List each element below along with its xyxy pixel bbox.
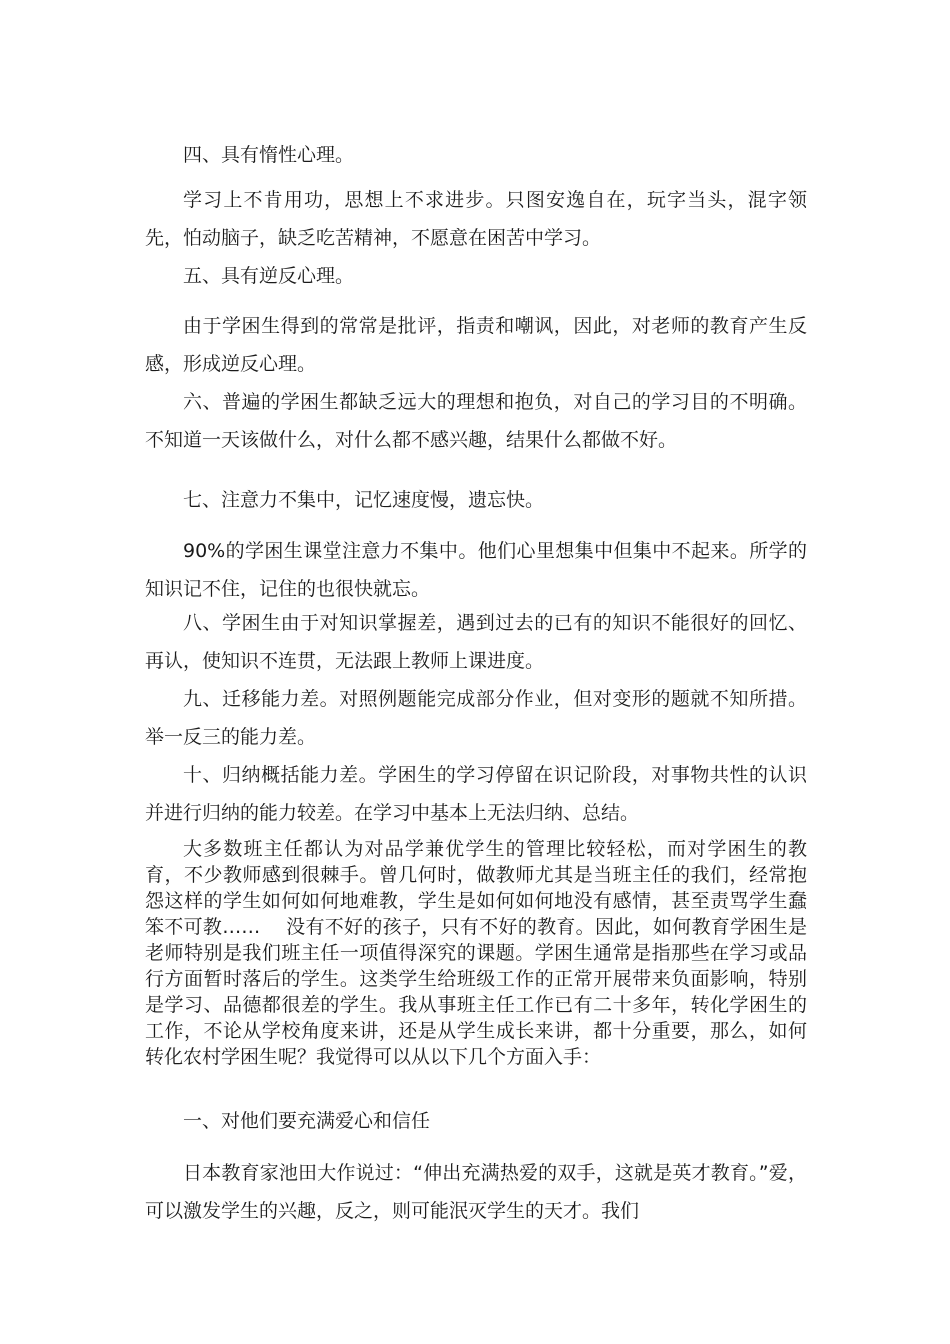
heading-seven: 七、注意力不集中，记忆速度慢，遗忘快。	[183, 489, 545, 511]
heading-five: 五、具有逆反心理。	[183, 265, 355, 287]
paragraph-nine: 九、迁移能力差。对照例题能完成部分作业，但对变形的题就不知所措。举一反三的能力差。	[145, 688, 807, 748]
heading-four: 四、具有惰性心理。	[183, 144, 355, 166]
paragraph-ikeda: 日本教育家池田大作说过：“伸出充满热爱的双手，这就是英才教育。”爱，可以激发学生的兴趣，反之，则可能泯灭学生的天才。我们	[145, 1162, 807, 1222]
paragraph-intro: 大多数班主任都认为对品学兼优学生的管理比较轻松，而对学困生的教育，不少教师感到很棘手。曾几何时，做教师尤其是当班主任的我们，经常抱怨这样的学生如何如何地难教，学生是如何如何地没有感情，甚至责骂学生蠢笨不可教…… 没有不好的孩子，只有不好的教育。因此，如何教育学困生是老师特别是我们班主任一项值得深究的课题。学困生通常是指那些在学习或品行方面暂时落后的学生。这类学生给班级工作的正常开展带来负面影响，特别是学习、品德都很差的学生。我从事班主任工作已有二十多年，转化学困生的工作，不论从学校角度来讲，还是从学生成长来讲，都十分重要，那么，如何转化农村学困生呢？我觉得可以从以下几个方面入手：	[145, 838, 807, 1068]
paragraph-eight: 八、学困生由于对知识掌握差，遇到过去的已有的知识不能很好的回忆、再认，使知识不连贯，无法跟上教师上课进度。	[145, 612, 807, 672]
paragraph-rebellion: 由于学困生得到的常常是批评，指责和嘲讽，因此，对老师的教育产生反感，形成逆反心理。	[145, 315, 807, 375]
heading-one: 一、对他们要充满爱心和信任	[183, 1110, 431, 1132]
paragraph-six: 六、普遍的学困生都缺乏远大的理想和抱负，对自己的学习目的不明确。不知道一天该做什么，对什么都不感兴趣，结果什么都做不好。	[145, 391, 807, 451]
paragraph-ten: 十、归纳概括能力差。学困生的学习停留在识记阶段，对事物共性的认识并进行归纳的能力较差。在学习中基本上无法归纳、总结。	[145, 764, 807, 824]
paragraph-attention: 90%的学困生课堂注意力不集中。他们心里想集中但集中不起来。所学的知识记不住，记住的也很快就忘。	[145, 540, 807, 600]
paragraph-laziness: 学习上不肯用功，思想上不求进步。只图安逸自在，玩字当头，混字领先，怕动脑子，缺乏吃苦精神，不愿意在困苦中学习。	[145, 189, 807, 249]
